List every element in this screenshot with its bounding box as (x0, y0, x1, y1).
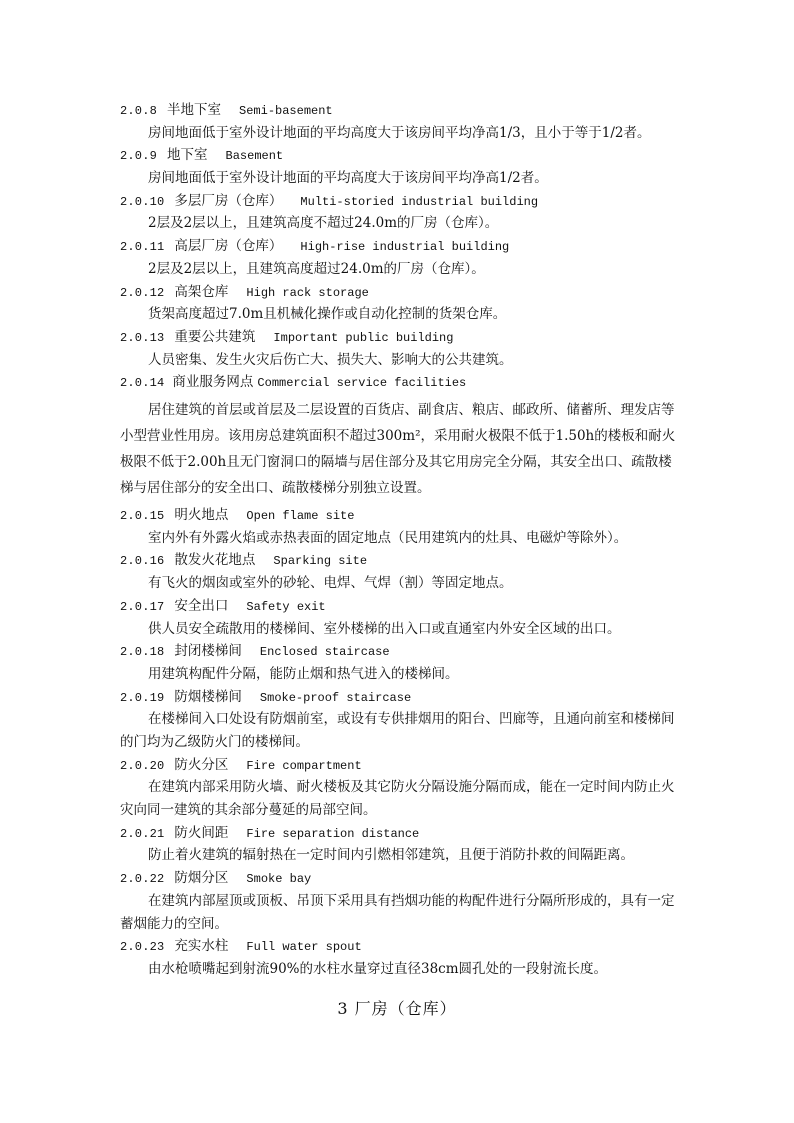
term-definition: 2层及2层以上，且建筑高度不超过24.0m的厂房（仓库）。 (148, 215, 499, 232)
term-heading: 2.0.16 散发火花地点 Sparking site (120, 552, 368, 569)
term-heading: 2.0.9 地下室 Basement (120, 147, 284, 164)
term-definition: 人员密集、发生火灾后伤亡大、损失大、影响大的公共建筑。 (148, 351, 513, 368)
term-definition: 有飞火的烟囱或室外的砂轮、电焊、气焊（割）等固定地点。 (148, 575, 513, 592)
term-heading: 2.0.22 防烟分区 Smoke bay (120, 870, 312, 887)
term-definition: 货架高度超过7.0m且机械化操作或自动化控制的货架仓库。 (148, 306, 507, 323)
term-definition: 房间地面低于室外设计地面的平均高度大于该房间平均净高1/3，且小于等于1/2者。 (148, 124, 651, 141)
term-definition: 用建筑构配件分隔，能防止烟和热气进入的楼梯间。 (148, 665, 459, 682)
term-heading: 2.0.11 高层厂房（仓库） High-rise industrial building (120, 238, 510, 255)
term-heading: 2.0.15 明火地点 Open flame site (120, 507, 355, 524)
term-definition: 室内外有外露火焰或赤热表面的固定地点（民用建筑内的灶具、电磁炉等除外）。 (148, 529, 628, 546)
term-definition: 供人员安全疏散用的楼梯间、室外楼梯的出入口或直通室内外安全区域的出口。 (148, 620, 621, 637)
chapter-heading: 3 厂房（仓库） (337, 999, 457, 1018)
term-heading: 2.0.18 封闭楼梯间 Enclosed staircase (120, 643, 390, 660)
term-heading: 2.0.13 重要公共建筑 Important public building (120, 328, 454, 345)
term-heading: 2.0.8 半地下室 Semi-basement (120, 102, 333, 118)
term-heading: 2.0.23 充实水柱 Full water spout (120, 938, 362, 955)
term-definition: 防止着火建筑的辐射热在一定时间内引燃相邻建筑，且便于消防扑救的间隔距离。 (148, 847, 634, 864)
term-definition: 在楼梯间入口处设有防烟前室，或设有专供排烟用的阳台、凹廊等，且通向前室和楼梯间的门均为乙级防火门的楼梯间。 (120, 711, 675, 750)
term-definition: 在建筑内部屋顶或顶板、吊顶下采用具有挡烟功能的构配件进行分隔所形成的，具有一定蓄烟能力的空间。 (120, 892, 675, 932)
term-definition: 2层及2层以上，且建筑高度超过24.0m的厂房（仓库）。 (148, 260, 485, 277)
term-definition: 房间地面低于室外设计地面的平均高度大于该房间平均净高1/2者。 (148, 170, 548, 187)
term-definition: 在建筑内部采用防火墙、耐火楼板及其它防火分隔设施分隔而成，能在一定时间内防止火灾向同一建筑的其余部分蔓延的局部空间。 (120, 779, 675, 819)
term-heading: 2.0.17 安全出口 Safety exit (120, 597, 326, 614)
term-heading: 2.0.14 商业服务网点 Commercial service facilities (120, 374, 467, 391)
term-heading: 2.0.21 防火间距 Fire separation distance (120, 824, 420, 841)
term-heading: 2.0.10 多层厂房（仓库） Multi-storied industrial building (120, 192, 539, 209)
definition-list (120, 99, 680, 981)
term-heading: 2.0.12 高架仓库 High rack storage (120, 283, 369, 300)
term-definition: 居住建筑的首层或首层及二层设置的百货店、副食店、粮店、邮政所、储蓄所、理发店等小型营业性用房。该用房总建筑面积不超过300m²，采用耐火极限不低于1.50h的楼板和耐火极限不低于2.00h且无门窗洞口的隔墙与居住部分及其它用房完全分隔，其安全出口、疏散楼梯与居住部分的安全出口、疏散楼梯分别独立设置。 (120, 402, 676, 497)
term-heading: 2.0.19 防烟楼梯间 Smoke-proof staircase (120, 688, 412, 705)
term-heading: 2.0.20 防火分区 Fire compartment (120, 756, 362, 773)
term-definition: 由水枪喷嘴起到射流90%的水柱水量穿过直径38cm圆孔处的一段射流长度。 (148, 960, 608, 977)
